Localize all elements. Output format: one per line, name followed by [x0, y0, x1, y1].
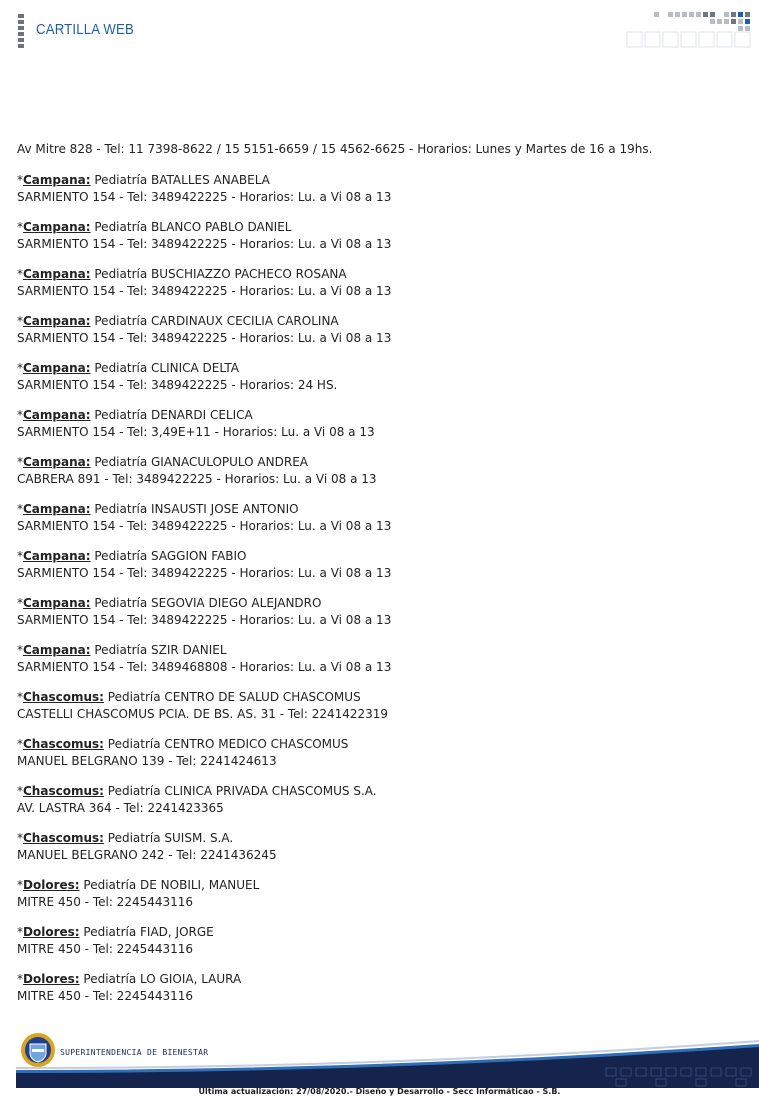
entry-detail: SARMIENTO 154 - Tel: 3489422225 - Horarios: Lu. a Vi 08 a 13 — [17, 331, 392, 345]
entry-specialty: Pediatría CLINICA PRIVADA CHASCOMUS S.A. — [107, 784, 377, 798]
entry-location: Campana: — [23, 596, 91, 610]
entry-specialty: Pediatría CENTRO MEDICO CHASCOMUS — [107, 737, 349, 751]
entry-specialty: Pediatría DENARDI CELICA — [94, 408, 253, 422]
entry-location: Campana: — [23, 361, 91, 375]
entry-heading — [17, 830, 737, 847]
page-title: CARTILLA WEB — [36, 21, 134, 38]
entry-specialty: Pediatría SEGOVIA DIEGO ALEJANDRO — [94, 596, 322, 610]
entry-detail: MITRE 450 - Tel: 2245443116 — [17, 942, 194, 956]
entry-star: * — [17, 925, 23, 939]
entry-detail: MANUEL BELGRANO 139 - Tel: 2241424613 — [17, 754, 277, 768]
entry-specialty: Pediatría SUISM. S.A. — [107, 831, 234, 845]
entry-detail: AV. LASTRA 364 - Tel: 2241423365 — [17, 801, 224, 815]
entry-location: Campana: — [23, 455, 91, 469]
entry-star: * — [17, 314, 23, 328]
entry-heading — [17, 877, 737, 894]
entry-location: Campana: — [23, 643, 91, 657]
list-item — [17, 971, 737, 1005]
entry-heading — [17, 595, 737, 612]
entry-star: * — [17, 455, 23, 469]
entry-specialty: Pediatría SZIR DANIEL — [94, 643, 227, 657]
list-item — [17, 689, 737, 723]
entry-star: * — [17, 878, 23, 892]
entry-star: * — [17, 502, 23, 516]
list-item — [17, 830, 737, 864]
entry-detail: SARMIENTO 154 - Tel: 3,49E+11 - Horarios: Lu. a Vi 08 a 13 — [17, 425, 375, 439]
entry-heading — [17, 783, 737, 800]
entry-heading — [17, 172, 737, 189]
entry-star: * — [17, 784, 23, 798]
org-name: SUPERINTENDENCIA DE BIENESTAR — [60, 1048, 209, 1057]
entry-star: * — [17, 690, 23, 704]
entry-specialty: Pediatría INSAUSTI JOSE ANTONIO — [94, 502, 299, 516]
entry-star: * — [17, 972, 23, 986]
list-item — [17, 783, 737, 817]
entry-detail: SARMIENTO 154 - Tel: 3489422225 - Horarios: Lu. a Vi 08 a 13 — [17, 190, 392, 204]
list-item — [17, 266, 737, 300]
entry-location: Chascomus: — [23, 690, 104, 704]
entry-location: Campana: — [23, 408, 91, 422]
list-item — [17, 924, 737, 958]
entry-specialty: Pediatría LO GIOIA, LAURA — [83, 972, 242, 986]
entry-star: * — [17, 737, 23, 751]
page-footer — [0, 1028, 759, 1101]
list-item — [17, 313, 737, 347]
entry-star: * — [17, 643, 23, 657]
entry-specialty: Pediatría DE NOBILI, MANUEL — [83, 878, 260, 892]
entry-location: Campana: — [23, 314, 91, 328]
entry-heading — [17, 736, 737, 753]
list-item — [17, 595, 737, 629]
entry-specialty: Pediatría CLINICA DELTA — [94, 361, 239, 375]
brand-bar-icon — [18, 14, 24, 48]
entry-heading — [17, 924, 737, 941]
entry-detail: MITRE 450 - Tel: 2245443116 — [17, 989, 194, 1003]
entry-detail: SARMIENTO 154 - Tel: 3489422225 - Horarios: Lu. a Vi 08 a 13 — [17, 566, 392, 580]
entry-location: Campana: — [23, 502, 91, 516]
entry-star: * — [17, 831, 23, 845]
entry-detail: SARMIENTO 154 - Tel: 3489422225 - Horarios: Lu. a Vi 08 a 13 — [17, 284, 392, 298]
entry-heading — [17, 454, 737, 471]
entry-location: Chascomus: — [23, 831, 104, 845]
list-item — [17, 407, 737, 441]
entry-location: Dolores: — [23, 925, 80, 939]
entry-star: * — [17, 267, 23, 281]
entry-detail: MANUEL BELGRANO 242 - Tel: 2241436245 — [17, 848, 277, 862]
entry-location: Campana: — [23, 173, 91, 187]
entry-specialty: Pediatría CENTRO DE SALUD CHASCOMUS — [107, 690, 361, 704]
entry-heading — [17, 313, 737, 330]
entry-heading — [17, 219, 737, 236]
footer-wave-banner — [16, 1034, 759, 1088]
entry-specialty: Pediatría GIANACULOPULO ANDREA — [94, 455, 308, 469]
entry-heading — [17, 501, 737, 518]
entry-star: * — [17, 173, 23, 187]
list-item — [17, 172, 737, 206]
list-item — [17, 642, 737, 676]
entry-heading — [17, 689, 737, 706]
entry-heading — [17, 360, 737, 377]
top-address: Av Mitre 828 - Tel: 11 7398-8622 / 15 5151-6659 / 15 4562-6625 - Horarios: Lunes y Martes de 16 a 19hs. — [17, 142, 653, 156]
entry-specialty: Pediatría CARDINAUX CECILIA CAROLINA — [94, 314, 339, 328]
entry-heading — [17, 971, 737, 988]
entry-location: Campana: — [23, 220, 91, 234]
entry-detail: CABRERA 891 - Tel: 3489422225 - Horarios: Lu. a Vi 08 a 13 — [17, 472, 377, 486]
entry-star: * — [17, 220, 23, 234]
entry-star: * — [17, 361, 23, 375]
decorative-squares-icon — [626, 12, 751, 50]
entry-specialty: Pediatría BUSCHIAZZO PACHECO ROSANA — [94, 267, 347, 281]
entry-location: Chascomus: — [23, 737, 104, 751]
list-item — [17, 360, 737, 394]
entry-specialty: Pediatría BLANCO PABLO DANIEL — [94, 220, 292, 234]
entry-heading — [17, 642, 737, 659]
entry-star: * — [17, 596, 23, 610]
entry-list — [17, 172, 737, 1005]
entry-detail: MITRE 450 - Tel: 2245443116 — [17, 895, 194, 909]
entry-detail: SARMIENTO 154 - Tel: 3489468808 - Horarios: Lu. a Vi 08 a 13 — [17, 660, 392, 674]
entry-star: * — [17, 549, 23, 563]
list-item — [17, 736, 737, 770]
entry-location: Campana: — [23, 267, 91, 281]
entry-heading — [17, 266, 737, 283]
entry-detail: CASTELLI CHASCOMUS PCIA. DE BS. AS. 31 - Tel: 2241422319 — [17, 707, 389, 721]
entry-location: Dolores: — [23, 878, 80, 892]
list-item — [17, 501, 737, 535]
entry-star: * — [17, 408, 23, 422]
entry-specialty: Pediatría SAGGION FABIO — [94, 549, 247, 563]
list-item — [17, 454, 737, 488]
entry-heading — [17, 548, 737, 565]
entry-location: Campana: — [23, 549, 91, 563]
entry-specialty: Pediatría FIAD, JORGE — [83, 925, 214, 939]
document-body — [17, 141, 737, 1018]
entry-heading — [17, 407, 737, 424]
entry-detail: SARMIENTO 154 - Tel: 3489422225 - Horarios: Lu. a Vi 08 a 13 — [17, 237, 392, 251]
entry-specialty: Pediatría BATALLES ANABELA — [94, 173, 270, 187]
entry-detail: SARMIENTO 154 - Tel: 3489422225 - Horarios: Lu. a Vi 08 a 13 — [17, 519, 392, 533]
last-update-text: Última actualización: 27/08/2020.- Diseño y Desarrollo - Secc Informáticao - S.B. — [198, 1087, 561, 1096]
entry-detail: SARMIENTO 154 - Tel: 3489422225 - Horarios: Lu. a Vi 08 a 13 — [17, 613, 392, 627]
entry-location: Chascomus: — [23, 784, 104, 798]
institution-seal-icon — [20, 1031, 56, 1069]
list-item — [17, 548, 737, 582]
list-item — [17, 877, 737, 911]
list-item — [17, 219, 737, 253]
entry-location: Dolores: — [23, 972, 80, 986]
entry-detail: SARMIENTO 154 - Tel: 3489422225 - Horarios: 24 HS. — [17, 378, 338, 392]
page-header — [0, 0, 759, 60]
